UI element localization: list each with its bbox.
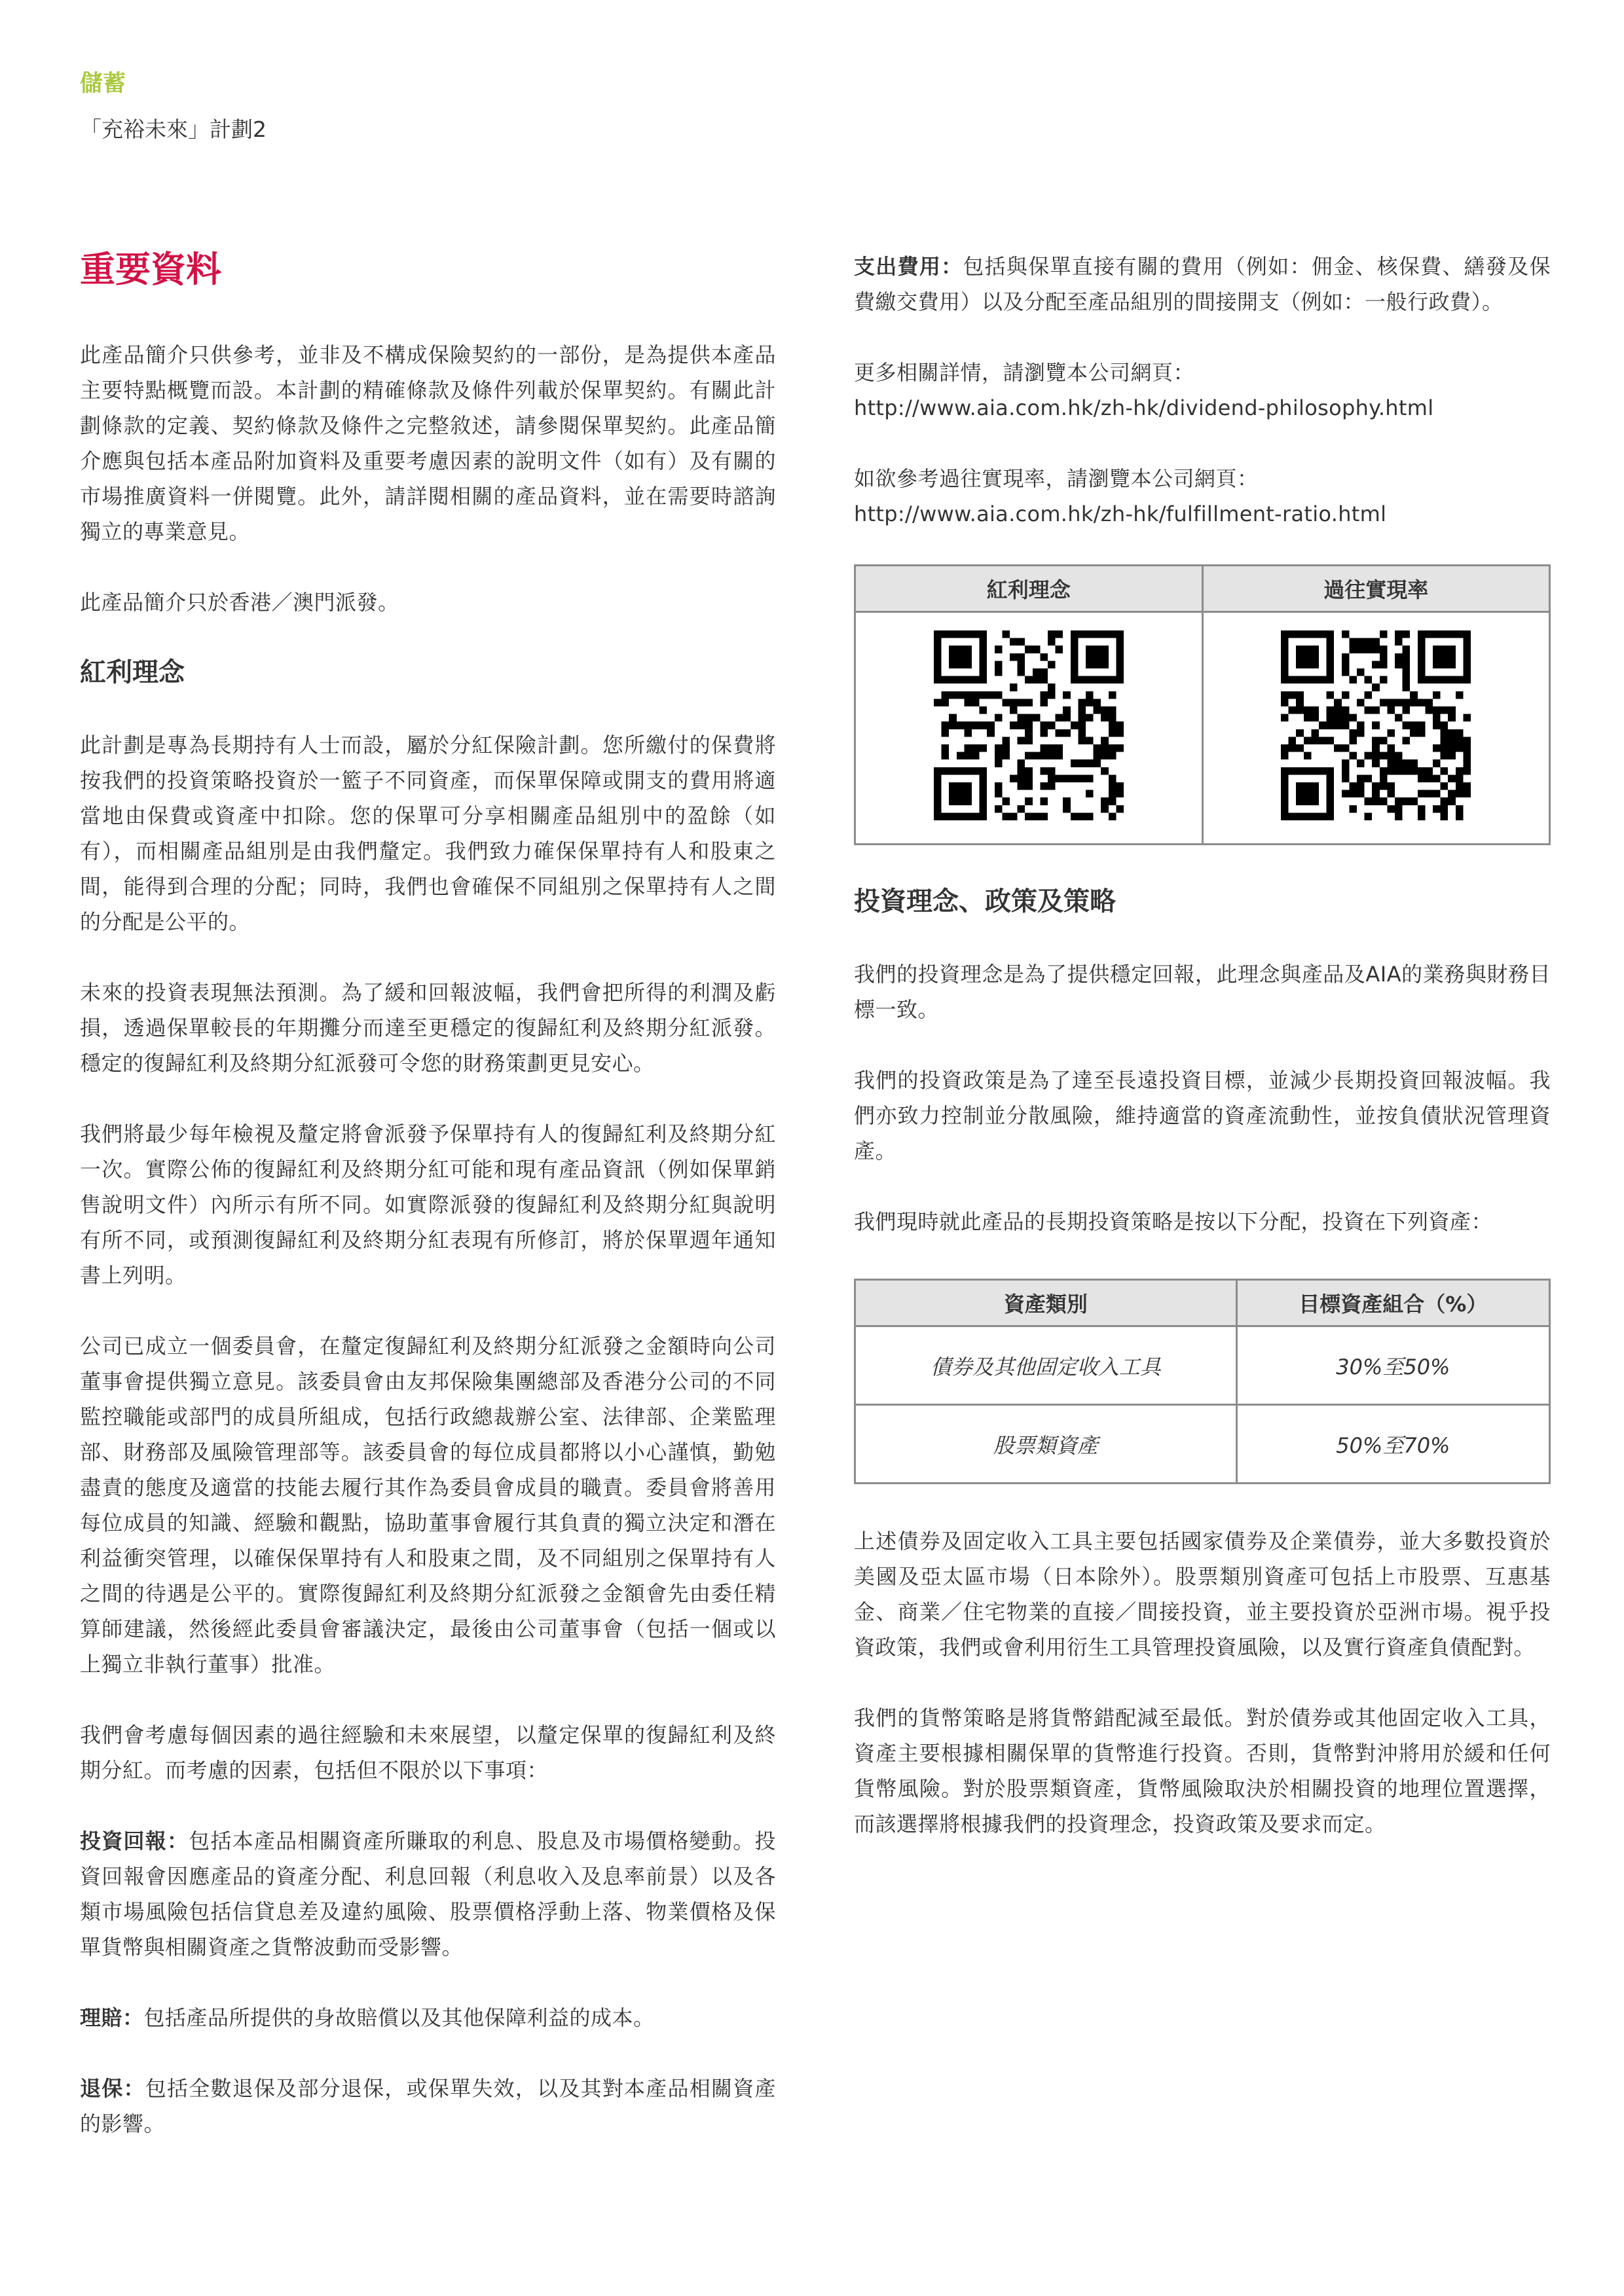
left-column [80, 249, 776, 2177]
factor-surrender [80, 2071, 776, 2141]
qr-cell-ratio [1202, 612, 1550, 845]
factors-intro: 我們會考慮每個因素的過往經驗和未來展望，以釐定保單的復歸紅利及終期分紅。而考慮的因素，包括但不限於以下事項： [80, 1722, 776, 1783]
factor-label: 理賠： [80, 2005, 144, 2030]
factor-label: 投資回報： [80, 1828, 189, 1853]
fulfillment-ratio-link[interactable]: http://www.aia.com.hk/zh-hk/fulfillment-ratio.html [854, 501, 1387, 526]
asset-class-cell: 股票類資產 [855, 1405, 1237, 1484]
currency-paragraph: 我們的貨幣策略是將貨幣錯配減至最低。對於債券或其他固定收入工具，資產主要根據相關保單的貨幣進行投資。否則，貨幣對沖將用於緩和任何貨幣風險。對於股票類資產，貨幣風險取決於相關投資的地理位置選擇，而該選擇將根據我們的投資理念，投資政策及要求而定。 [854, 1705, 1551, 1836]
target-mix-header: 目標資產組合（%） [1236, 1280, 1549, 1326]
bonus-paragraph-1: 此計劃是專為長期持有人士而設，屬於分紅保險計劃。您所繳付的保費將按我們的投資策略投資於一籃子不同資產，而保單保障或開支的費用將適當地由保費或資產中扣除。您的保單可分享相關產品組別中的盈餘（如有），而相關產品組別是由我們釐定。我們致力確保保單持有人和股東之間，能得到合理的分配；同時，我們也會確保不同組別之保單持有人之間的分配是公平的。 [80, 732, 776, 934]
committee-paragraph: 公司已成立一個委員會，在釐定復歸紅利及終期分紅派發之金額時向公司董事會提供獨立意見。該委員會由友邦保險集團總部及香港分公司的不同監控職能或部門的成員所組成，包括行政總裁辦公室、法律部、企業監理部、財務部及風險管理部等。該委員會的每位成員都將以小心謹慎，勤勉盡責的態度及適當的技能去履行其作為委員會成員的職責。委員會將善用每位成員的知識、經驗和觀點，協助董事會履行其負責的獨立決定和潛在利益衝突管理，以確保保單持有人和股東之間，及不同組別之保單持有人之間的待遇是公平的。實際復歸紅利及終期分紅派發之金額會先由委任精算師建議，然後經此委員會審議決定，最後由公司董事會（包括一個或以上獨立非執行董事）批准。 [80, 1333, 776, 1677]
qr-header-bonus: 紅利理念 [855, 566, 1203, 612]
section-category: 儲蓄 [80, 71, 126, 97]
asset-class-cell: 債券及其他固定收入工具 [855, 1326, 1237, 1405]
plan-name: 「充裕未來」計劃2 [80, 117, 267, 142]
investment-heading: 投資理念、政策及策略 [854, 886, 1116, 917]
factor-investment [80, 1823, 776, 1965]
bonds-paragraph: 上述債券及固定收入工具主要包括國家債券及企業債券，並大多數投資於美國及亞太區市場（日本除外）。股票類別資產可包括上市股票、互惠基金、商業／住宅物業的直接／間接投資，並主要投資於亞洲市場。視乎投資政策，我們或會利用衍生工具管理投資風險，以及實行資產負債配對。 [854, 1529, 1551, 1660]
factor-text: 包括本產品相關資產所賺取的利息、股息及市場價格變動。投資回報會因應產品的資產分配、利息回報（利息收入及息率前景）以及各類市場風險包括信貸息差及違約風險、股票價格浮動上落、物業價格及保單貨幣與相關資產之貨幣波動而受影響。 [80, 1828, 776, 1959]
qr-header-ratio: 過往實現率 [1202, 566, 1550, 612]
factor-label: 支出費用： [854, 254, 963, 279]
factor-text: 包括與保單直接有關的費用（例如：佣金、核保費、繕發及保費繳交費用）以及分配至產品組別的間接開支（例如：一般行政費）。 [854, 254, 1551, 314]
past-ratio-ref: 如欲參考過往實現率，請瀏覽本公司網頁： http://www.aia.com.hk/zh-hk/fulfillment-ratio.html [854, 466, 1387, 526]
table-row [855, 1405, 1550, 1484]
investment-strategy: 我們現時就此產品的長期投資策略是按以下分配，投資在下列資產： [854, 1209, 1493, 1234]
asset-allocation-table [854, 1279, 1551, 1484]
qr-code-icon[interactable] [934, 630, 1124, 820]
factor-label: 退保： [80, 2075, 145, 2101]
qr-code-table [854, 564, 1551, 845]
bonus-paragraph-2: 未來的投資表現無法預測。為了緩和回報波幅，我們會把所得的利潤及虧損，透過保單較長的年期攤分而達至更穩定的復歸紅利及終期分紅派發。穩定的復歸紅利及終期分紅派發可令您的財務策劃更見安心。 [80, 979, 776, 1076]
intro-paragraph: 此產品簡介只供參考，並非及不構成保險契約的一部份，是為提供本產品主要特點概覽而設。本計劃的精確條款及條件列載於保單契約。有關此計劃條款的定義、契約條款及條件之完整敘述，請參閱保單契約。此產品簡介應與包括本產品附加資料及重要考慮因素的說明文件（如有）及有關的市場推廣資料一併閱覽。此外，請詳閱相關的產品資料，並在需要時諮詢獨立的專業意見。 [80, 342, 776, 544]
more-info: 更多相關詳情，請瀏覽本公司網頁： http://www.aia.com.hk/zh-hk/dividend-philosophy.html [854, 360, 1434, 420]
investment-policy: 我們的投資政策是為了達至長遠投資目標，並減少長期投資回報波幅。我們亦致力控制並分散風險，維持適當的資產流動性，並按負債狀況管理資產。 [854, 1068, 1551, 1163]
factor-expenses [854, 249, 1551, 319]
target-mix-cell: 30%至50% [1236, 1326, 1549, 1405]
asset-class-header: 資產類別 [855, 1280, 1237, 1326]
factor-text: 包括全數退保及部分退保，或保單失效，以及其對本產品相關資產的影響。 [80, 2075, 776, 2136]
page-title: 重要資料 [80, 249, 221, 290]
dividend-philosophy-link[interactable]: http://www.aia.com.hk/zh-hk/dividend-philosophy.html [854, 395, 1434, 420]
investment-philosophy: 我們的投資理念是為了提供穩定回報，此理念與產品及AIA的業務與財務目標一致。 [854, 962, 1551, 1022]
right-column [854, 249, 1551, 1877]
table-row [855, 1326, 1550, 1405]
bonus-philosophy-heading: 紅利理念 [80, 657, 185, 687]
qr-code-icon[interactable] [1281, 630, 1471, 820]
bonus-paragraph-3: 我們將最少每年檢視及釐定將會派發予保單持有人的復歸紅利及終期分紅一次。實際公佈的復歸紅利及終期分紅可能和現有產品資訊（例如保單銷售說明文件）內所示有所不同。如實際派發的復歸紅利及終期分紅與說明有所不同，或預測復歸紅利及終期分紅表現有所修訂，將於保單週年通知書上列明。 [80, 1121, 776, 1288]
distribution-note: 此產品簡介只於香港／澳門派發。 [80, 589, 399, 615]
qr-cell-bonus [855, 612, 1203, 845]
factor-text: 包括產品所提供的身故賠償以及其他保障利益的成本。 [143, 2005, 655, 2030]
target-mix-cell: 50%至70% [1236, 1405, 1549, 1484]
factor-claims [80, 2000, 776, 2035]
